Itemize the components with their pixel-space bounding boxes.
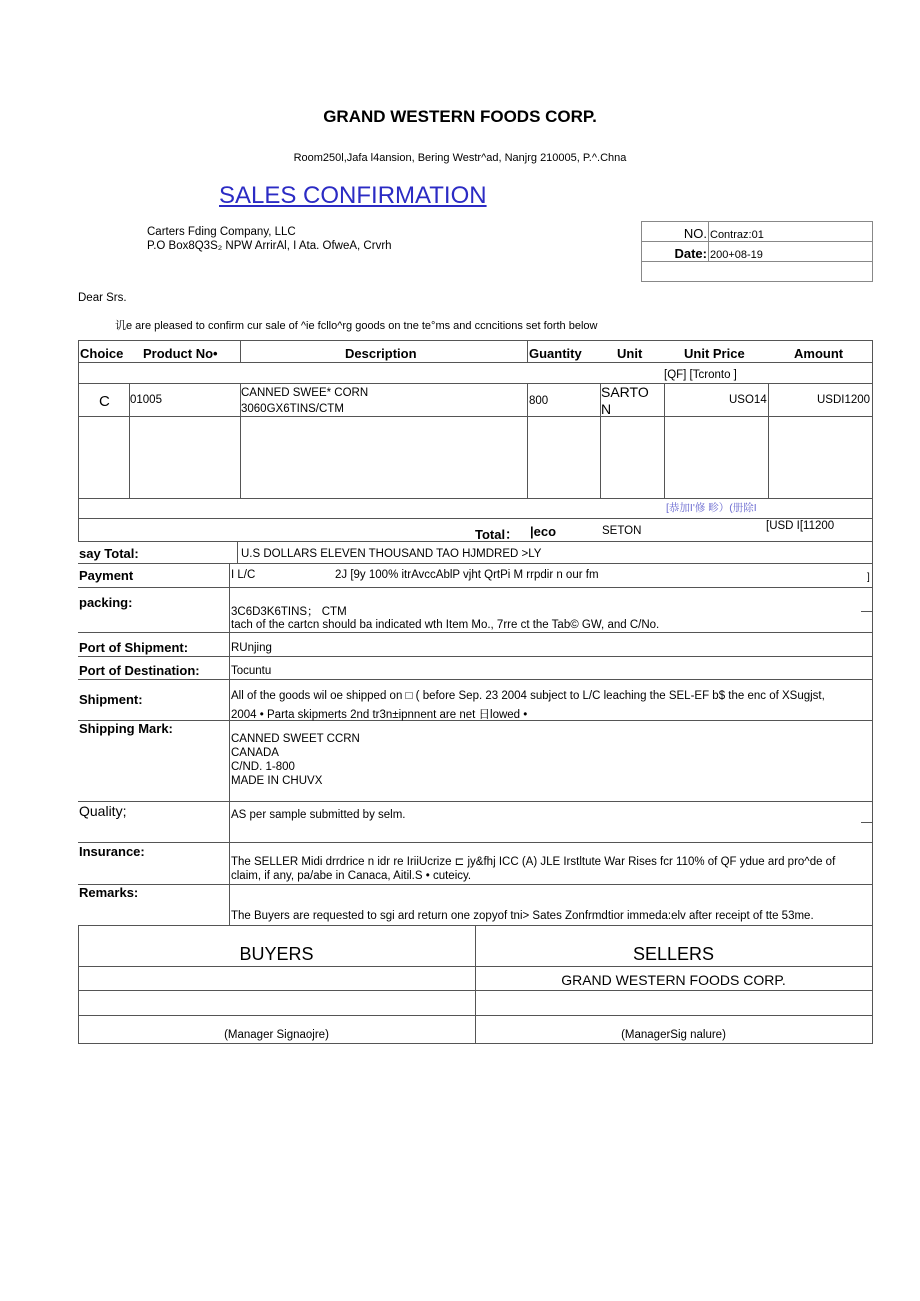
sellers-heading: SELLERS — [632, 944, 715, 964]
buyer-block — [147, 225, 392, 253]
insurance-label: Insurance: — [79, 844, 145, 859]
total-amount: [USD I[11200 — [766, 520, 835, 532]
packing-line2: tach of the cartcn should ba indicated wth Item Mo., 7rre ct the Tab© GW, and C/No. — [231, 619, 660, 631]
row-action-links[interactable]: [恭加I'修 畛）(册除I — [666, 502, 757, 514]
shipment-label: Shipment: — [79, 692, 143, 707]
buyer-address: P.O Box8Q3S₂ NPW ArrirAl, I Ata. OfweA, Crvrh — [147, 240, 392, 252]
col-header-unit: Unit — [617, 346, 643, 361]
seller-company: GRAND WESTERN FOODS CORP. — [561, 972, 786, 988]
contract-no-label: NO. — [642, 222, 709, 242]
packing-line1: 3C6D3K6TINS； CTM — [231, 606, 347, 618]
payment-end-bracket: ] — [867, 572, 870, 583]
remarks-value: The Buyers are requested to sgi ard return one zopyof tni> Sates Zonfrmdtior immeda:elv after receipt of tte 53me. — [231, 910, 814, 922]
company-name: GRAND WESTERN FOODS CORP. — [323, 107, 597, 126]
shipping-mark-label: Shipping Mark: — [79, 721, 173, 736]
shipping-mark-line4: MADE IN CHUVX — [231, 775, 323, 787]
port-shipment-value: RUnjing — [231, 642, 272, 654]
col-header-unit-price: Unit Price — [684, 346, 745, 361]
payment-label: Payment — [79, 568, 134, 583]
row-description-line2: 3060GX6TINS/CTM — [241, 403, 344, 415]
total-quantity: |eco — [530, 524, 557, 539]
col-header-product-no: Product No• — [143, 346, 218, 361]
col-header-choice: Choice — [80, 346, 124, 361]
shipment-line1: All of the goods wil oe shipped on □ ( before Sep. 23 2004 subject to L/C leaching the SEL-EF b$ the enc of XSugjst, — [231, 690, 825, 702]
port-destination-label: Port of Destination: — [79, 663, 200, 678]
shipping-mark-line2: CANADA — [231, 747, 279, 759]
row-product-no: 01005 — [130, 394, 162, 406]
row-choice[interactable]: C — [99, 393, 110, 410]
port-destination-value: Tocuntu — [231, 665, 272, 677]
shipping-mark-line3: C/ND. 1-800 — [231, 761, 295, 773]
shipment-line2: 2004 • Parta skipmerts 2nd tr3n±ipnnent are net 日lowed • — [231, 709, 528, 721]
trade-terms: [QF] [Tcronto ] — [664, 369, 737, 381]
total-label: Total： — [475, 527, 519, 542]
row-unit-line1: SARTO — [601, 384, 649, 400]
col-header-quantity: Guantity — [529, 346, 582, 361]
say-total-value: U.S DOLLARS ELEVEN THOUSAND TAO HJMDRED >LY — [241, 548, 542, 560]
seller-signature-line: (ManagerSig nalure) — [621, 1029, 726, 1041]
buyer-signature-line: (Manager Signaojre) — [224, 1029, 329, 1041]
row-unit-price: USO14 — [729, 394, 767, 406]
contract-no-value: Contraz:01 — [709, 222, 873, 242]
remarks-label: Remarks: — [79, 885, 139, 900]
payment-method: I L/C — [231, 569, 256, 581]
contract-blank-row — [642, 262, 873, 282]
contract-info-table — [641, 221, 873, 282]
packing-label: packing: — [79, 595, 133, 610]
port-shipment-label: Port of Shipment: — [79, 640, 189, 655]
row-description-line1: CANNED SWEE* CORN — [241, 387, 369, 399]
insurance-line1: The SELLER Midi drrdrice n idr re IriiUcrize ⊏ jy&fhj ICC (A) JLE Irstltute War Rises fcr 110% of QF ydue ard pro^de of — [231, 856, 836, 868]
quality-value: AS per sample submitted by selm. — [231, 809, 406, 821]
quality-label: Quality; — [79, 803, 127, 819]
company-address: Room250l,Jafa l4ansion, Bering Westr^ad, Nanjrg 210005, P.^.Chna — [293, 152, 627, 164]
shipping-mark-line1: CANNED SWEET CCRN — [231, 733, 360, 745]
buyers-heading: BUYERS — [239, 944, 314, 964]
say-total-label: say Total: — [79, 546, 139, 561]
row-unit-line2: N — [601, 401, 612, 417]
intro-text: 讥e are pleased to confirm cur sale of ^ie fcllo^rg goods on tne te°ms and ccncitions set forth below — [115, 320, 598, 332]
col-header-description: Description — [345, 346, 417, 361]
buyer-name: Carters Fding Company, LLC — [147, 226, 296, 238]
total-unit: SETON — [602, 525, 642, 537]
row-amount: USDI1200 — [817, 394, 871, 406]
greeting: Dear Srs. — [78, 292, 127, 304]
insurance-line2: claim, if any, pa/abe in Canaca, Aitil.S • cuteicy. — [231, 870, 472, 882]
contract-date-label: Date: — [674, 246, 707, 261]
row-quantity: 800 — [529, 395, 549, 407]
document-title[interactable]: SALES CONFIRMATION — [219, 182, 487, 209]
col-header-amount: Amount — [794, 346, 844, 361]
payment-terms: 2J [9y 100% itrAvccAblP vjht QrtPi M rrpdir n our fm — [335, 569, 599, 581]
contract-date-value: 200+08-19 — [709, 242, 873, 262]
